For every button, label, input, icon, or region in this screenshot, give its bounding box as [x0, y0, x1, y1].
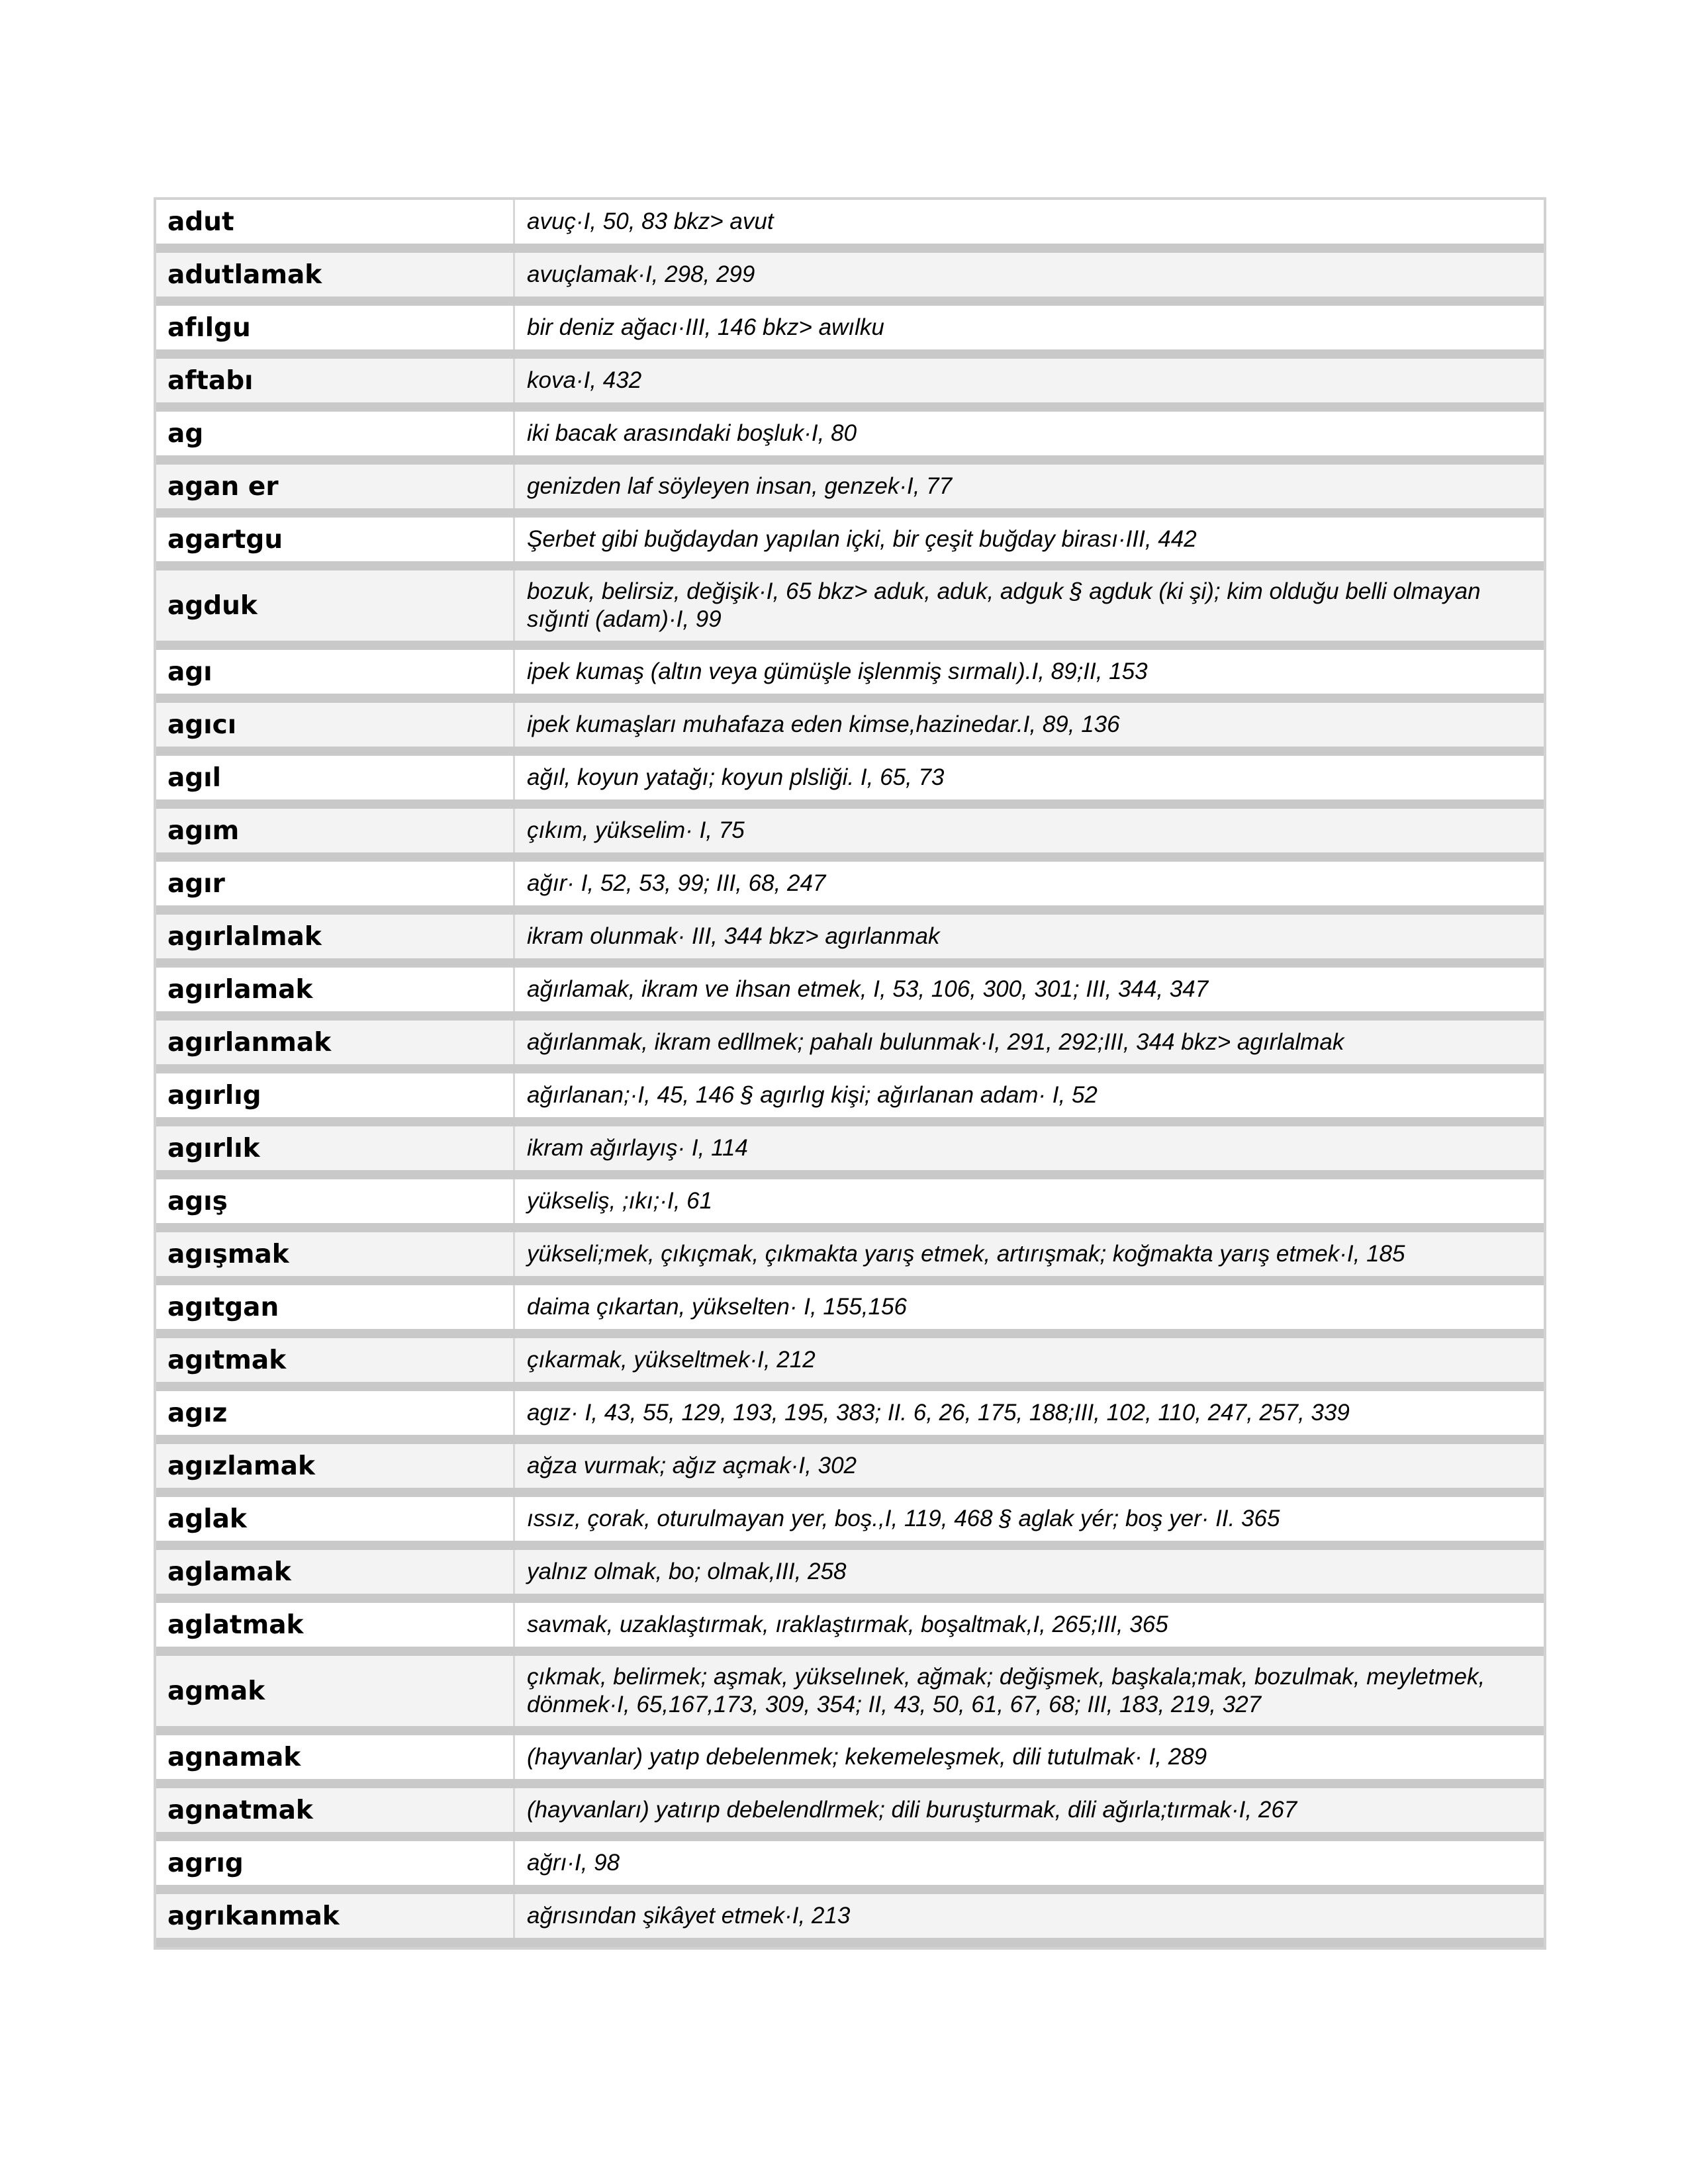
table-row [156, 570, 1544, 650]
table-row [156, 253, 1544, 306]
dictionary-table [154, 197, 1546, 1950]
table-row [156, 359, 1544, 412]
entry-term: agan er [156, 465, 515, 508]
entry-definition: (hayvanlar) yatıp debelenmek; kekemeleşmek, dili tutulmak· I, 289 [527, 1744, 1207, 1770]
entry-term: agırlık [156, 1126, 515, 1170]
table-row [156, 1285, 1544, 1338]
entry-definition: (hayvanları) yatırıp debelendlrmek; dili buruşturmak, dili ağırla;tırmak·I, 267 [515, 1788, 1544, 1832]
table-row [156, 1126, 1544, 1179]
entry-definition: yalnız olmak, bo; olmak,III, 258 [515, 1550, 1544, 1594]
entry-definition: ağırlanan;·I, 45, 146 § agırlıg kişi; ağırlanan adam· I, 52 [527, 1082, 1098, 1108]
table-row [156, 1603, 1544, 1656]
table-row [156, 1073, 1544, 1126]
entry-definition: ağrı·I, 98 [527, 1850, 620, 1876]
entry-definition: genizden laf söyleyen insan, genzek·I, 77 [515, 465, 1544, 508]
entry-definition: çıkarmak, yükseltmek·I, 212 [515, 1338, 1544, 1382]
table-row [156, 703, 1544, 756]
table-row [156, 650, 1544, 703]
entry-definition: ipek kumaş (altın veya gümüşle işlenmiş sırmalı).I, 89;II, 153 [527, 659, 1148, 684]
entry-definition: agız· I, 43, 55, 129, 193, 195, 383; II. 6, 26, 175, 188;III, 102, 110, 247, 257, 339 [527, 1400, 1350, 1426]
table-row [156, 1788, 1544, 1841]
table-row [156, 412, 1544, 465]
entry-definition: ipek kumaşları muhafaza eden kimse,hazinedar.I, 89, 136 [515, 703, 1544, 747]
table-row [156, 915, 1544, 968]
entry-term: agırlalmak [156, 915, 515, 958]
entry-term: agırlanmak [156, 1021, 515, 1064]
entry-term: aftabı [156, 359, 515, 402]
entry-definition: savmak, uzaklaştırmak, ıraklaştırmak, boşaltmak,I, 265;III, 365 [527, 1612, 1168, 1637]
entry-definition: ikram olunmak· III, 344 bkz> agırlanmak [515, 915, 1544, 958]
entry-term: agım [156, 809, 515, 852]
entry-definition: yükseli;mek, çıkıçmak, çıkmakta yarış etmek, artırışmak; koğmakta yarış etmek·I, 185 [515, 1232, 1544, 1276]
entry-term: agduk [156, 570, 515, 641]
entry-definition: avuç·I, 50, 83 bkz> avut [527, 208, 774, 234]
entry-term: agırlamak [156, 968, 515, 1011]
entry-term: agrıkanmak [156, 1894, 515, 1938]
table-row [156, 968, 1544, 1021]
table-row [156, 1656, 1544, 1735]
table-row [156, 465, 1544, 518]
entry-definition: ağrısından şikâyet etmek·I, 213 [515, 1894, 1544, 1938]
entry-term: agırlıg [156, 1073, 515, 1117]
table-row [156, 862, 1544, 915]
entry-term: agıtmak [156, 1338, 515, 1382]
table-row [156, 306, 1544, 359]
entry-term: afılgu [156, 306, 515, 349]
table-row [156, 1497, 1544, 1550]
table-row [156, 1444, 1544, 1497]
entry-term: agız [156, 1391, 515, 1435]
table-row [156, 756, 1544, 809]
entry-term: aglatmak [156, 1603, 515, 1647]
table-row [156, 518, 1544, 570]
entry-term: agızlamak [156, 1444, 515, 1488]
entry-term: aglak [156, 1497, 515, 1541]
entry-definition: avuçlamak·I, 298, 299 [515, 253, 1544, 296]
table-row [156, 1021, 1544, 1073]
table-row [156, 1735, 1544, 1788]
entry-definition: kova·I, 432 [515, 359, 1544, 402]
table-row [156, 809, 1544, 862]
entry-definition: bozuk, belirsiz, değişik·I, 65 bkz> aduk, aduk, adguk § agduk (ki şi); kim olduğu belli olmayan sığınti (adam)·I, 99 [515, 570, 1544, 641]
entry-definition: ikram ağırlayış· I, 114 [515, 1126, 1544, 1170]
entry-definition: ağza vurmak; ağız açmak·I, 302 [515, 1444, 1544, 1488]
entry-term: agartgu [156, 518, 515, 561]
entry-definition: ağıl, koyun yatağı; koyun plsliği. I, 65, 73 [527, 764, 945, 790]
table-row [156, 1179, 1544, 1232]
entry-term: agnatmak [156, 1788, 515, 1832]
table-row [156, 200, 1544, 253]
entry-definition: çıkım, yükselim· I, 75 [515, 809, 1544, 852]
table-row [156, 1338, 1544, 1391]
entry-definition: daima çıkartan, yükselten· I, 155,156 [527, 1294, 907, 1320]
table-row [156, 1550, 1544, 1603]
entry-term: agmak [156, 1656, 515, 1726]
entry-definition: iki bacak arasındaki boşluk·I, 80 [527, 420, 857, 446]
entry-term: agışmak [156, 1232, 515, 1276]
entry-term: agıl [156, 756, 515, 799]
entry-definition: çıkmak, belirmek; aşmak, yükselınek, ağmak; değişmek, başkala;mak, bozulmak, meyletmek, dönmek·I, 65,167,173, 309, 354; II, 43, 50, 61, 67, 68; III, 183, 219, 327 [515, 1656, 1544, 1726]
entry-term: agış [156, 1179, 515, 1223]
table-row [156, 1841, 1544, 1894]
entry-definition: ağırlanmak, ikram edllmek; pahalı bulunmak·I, 291, 292;III, 344 bkz> agırlalmak [515, 1021, 1544, 1064]
table-row [156, 1391, 1544, 1444]
entry-definition: ıssız, çorak, oturulmayan yer, boş.,I, 119, 468 § aglak yér; boş yer· II. 365 [527, 1506, 1280, 1531]
table-row [156, 1232, 1544, 1285]
entry-term: agı [156, 650, 515, 694]
entry-definition: ağır· I, 52, 53, 99; III, 68, 247 [527, 870, 826, 896]
entry-term: adutlamak [156, 253, 515, 296]
entry-definition: Şerbet gibi buğdaydan yapılan içki, bir çeşit buğday birası·III, 442 [527, 526, 1197, 552]
entry-term: agrıg [156, 1841, 515, 1885]
entry-term: adut [156, 200, 515, 244]
entry-term: agıcı [156, 703, 515, 747]
entry-definition: bir deniz ağacı·III, 146 bkz> awılku [527, 314, 884, 340]
entry-term: agıtgan [156, 1285, 515, 1329]
entry-term: agnamak [156, 1735, 515, 1779]
table-row [156, 1894, 1544, 1947]
entry-definition: ağırlamak, ikram ve ihsan etmek, I, 53, 106, 300, 301; III, 344, 347 [527, 976, 1209, 1002]
entry-term: agır [156, 862, 515, 905]
entry-definition: yükseliş, ;ıkı;·I, 61 [527, 1188, 713, 1214]
entry-term: ag [156, 412, 515, 455]
entry-term: aglamak [156, 1550, 515, 1594]
